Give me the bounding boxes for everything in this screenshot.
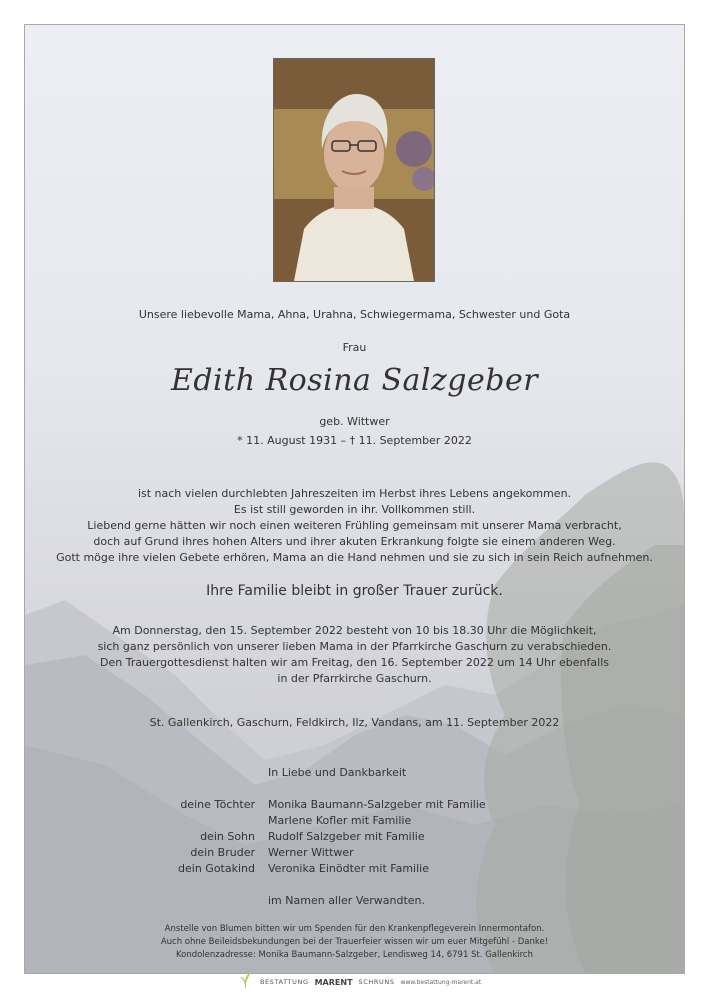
- message-line: Es ist still geworden in ihr. Vollkommen still.: [233, 503, 476, 516]
- funeral-line: sich ganz persönlich von unserer lieben Mama in der Pfarrkirche Gaschurn zu verabschieden.: [97, 640, 612, 653]
- relative-name: Marlene Kofler mit Familie: [268, 814, 412, 827]
- deceased-name: Edith Rosina Salzgeber: [170, 363, 539, 398]
- relative-label: dein Gotakind: [178, 862, 255, 875]
- relative-label: deine Töchter: [180, 798, 255, 811]
- note-line: Anstelle von Blumen bitten wir um Spenden für den Krankenpflegeverein Innermontafon.: [164, 924, 545, 934]
- title-prefix: Frau: [342, 341, 367, 354]
- footer-prefix: BESTATTUNG: [260, 978, 309, 986]
- message-line: Gott möge ihre vielen Gebete erhören, Mama an die Hand nehmen und sie zu sich in sein Reich aufnehmen.: [56, 551, 653, 564]
- relative-name: Monika Baumann-Salzgeber mit Familie: [268, 798, 486, 811]
- maiden-name: geb. Wittwer: [319, 415, 390, 428]
- family-statement: Ihre Familie bleibt in großer Trauer zurück.: [206, 583, 503, 599]
- message-line: doch auf Grund ihres hohen Alters und ihrer akuten Erkrankung folgte sie einem anderen Weg.: [93, 535, 616, 548]
- note-line: Kondolenzadresse: Monika Baumann-Salzgeber, Lendisweg 14, 6791 St. Gallenkirch: [175, 950, 533, 960]
- relative-name: Werner Wittwer: [268, 846, 354, 859]
- note-line: Auch ohne Beileidsbekundungen bei der Trauerfeier wissen wir um euer Mitgefühl - Danke!: [160, 937, 549, 947]
- funeral-line: in der Pfarrkirche Gaschurn.: [277, 672, 432, 685]
- funeral-line: Am Donnerstag, den 15. September 2022 besteht von 10 bis 18.30 Uhr die Möglichkeit,: [112, 624, 597, 637]
- portrait-photo: [273, 58, 435, 282]
- footer-url[interactable]: www.bestattung-marent.at: [400, 978, 482, 986]
- message-line: ist nach vielen durchlebten Jahreszeiten im Herbst ihres Lebens angekommen.: [137, 487, 572, 500]
- obituary-card: [24, 24, 685, 974]
- relative-label: dein Sohn: [200, 830, 255, 843]
- life-dates: * 11. August 1931 – † 11. September 2022: [237, 434, 472, 447]
- message-line: Liebend gerne hätten wir noch einen weiteren Frühling gemeinsam mit unserer Mama verbracht,: [87, 519, 622, 532]
- leaf-logo-icon: [236, 971, 254, 993]
- funeral-home-footer: [0, 972, 707, 994]
- place-date: St. Gallenkirch, Gaschurn, Feldkirch, Ilz, Vandans, am 11. September 2022: [149, 716, 560, 729]
- funeral-line: Den Trauergottesdienst halten wir am Freitag, den 16. September 2022 um 14 Uhr ebenfalls: [100, 656, 609, 669]
- relative-name: Rudolf Salzgeber mit Familie: [268, 830, 425, 843]
- intro-line: Unsere liebevolle Mama, Ahna, Urahna, Schwiegermama, Schwester und Gota: [138, 308, 571, 321]
- relative-label: dein Bruder: [190, 846, 255, 859]
- footer-location: SCHRUNS: [358, 978, 395, 986]
- gratitude-line: In Liebe und Dankbarkeit: [268, 766, 407, 779]
- relative-name: Veronika Einödter mit Familie: [268, 862, 429, 875]
- closing-line: im Namen aller Verwandten.: [268, 894, 426, 907]
- footer-brand: MARENT: [314, 977, 353, 987]
